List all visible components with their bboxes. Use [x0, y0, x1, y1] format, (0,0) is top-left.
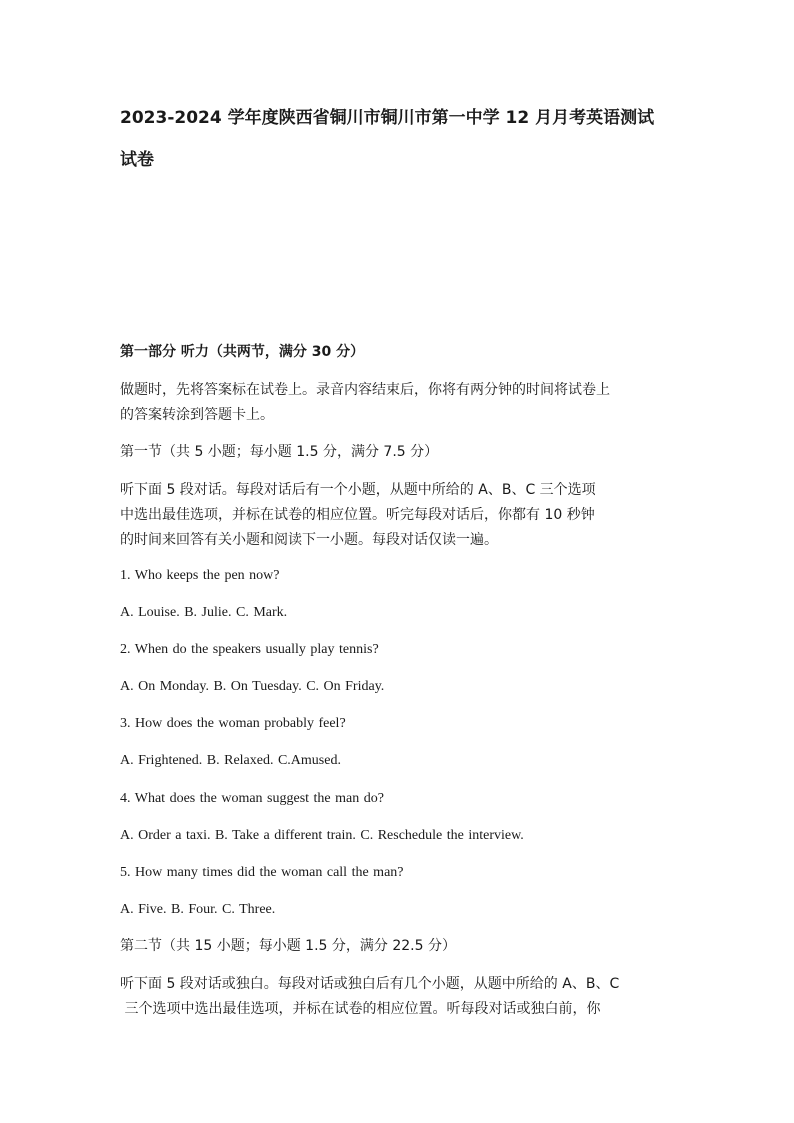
question-3-options: A. Frightened. B. Relaxed. C.Amused. [120, 753, 341, 768]
section-1-instruction-line-3: 的时间来回答有关小题和阅读下一小题。每段对话仅读一遍。 [120, 532, 498, 548]
section-2-instruction-line-2: 三个选项中选出最佳选项，并标在试卷的相应位置。听每段对话或独白前，你 [120, 1001, 601, 1017]
part-1-instruction [120, 378, 685, 428]
question-1: 1. Who keeps the pen now? [120, 568, 280, 583]
question-2-options: A. On Monday. B. On Tuesday. C. On Friday. [120, 679, 385, 694]
question-3: 3. How does the woman probably feel? [120, 716, 346, 731]
question-2: 2. When do the speakers usually play tennis? [120, 642, 379, 657]
exam-title-line-1: 2023-2024 学年度陕西省铜川市铜川市第一中学 12 月月考英语测试 [120, 108, 655, 128]
section-1-instruction-line-2: 中选出最佳选项，并标在试卷的相应位置。听完每段对话后，你都有 10 秒钟 [120, 507, 595, 523]
part-1-instruction-line-1: 做题时，先将答案标在试卷上。录音内容结束后，你将有两分钟的时间将试卷上 [120, 382, 610, 398]
section-1-heading: 第一节（共 5 小题；每小题 1.5 分，满分 7.5 分） [120, 444, 439, 460]
section-2-instruction-line-1: 听下面 5 段对话或独白。每段对话或独白后有几个小题，从题中所给的 A、B、C [120, 976, 620, 992]
section-1-instruction [120, 478, 685, 553]
question-4: 4. What does the woman suggest the man do? [120, 791, 384, 806]
exam-title-line-2: 试卷 [120, 150, 154, 170]
section-1-instruction-line-1: 听下面 5 段对话。每段对话后有一个小题，从题中所给的 A、B、C 三个选项 [120, 482, 596, 498]
question-1-options: A. Louise. B. Julie. C. Mark. [120, 605, 288, 620]
question-5-options: A. Five. B. Four. C. Three. [120, 902, 276, 917]
section-2-instruction [120, 972, 685, 1022]
question-5: 5. How many times did the woman call the man? [120, 865, 404, 880]
question-4-options: A. Order a taxi. B. Take a different train. C. Reschedule the interview. [120, 828, 524, 843]
part-1-heading: 第一部分 听力（共两节，满分 30 分） [120, 344, 365, 360]
part-1-instruction-line-2: 的答案转涂到答题卡上。 [120, 407, 274, 423]
section-2-heading: 第二节（共 15 小题；每小题 1.5 分，满分 22.5 分） [120, 938, 456, 954]
